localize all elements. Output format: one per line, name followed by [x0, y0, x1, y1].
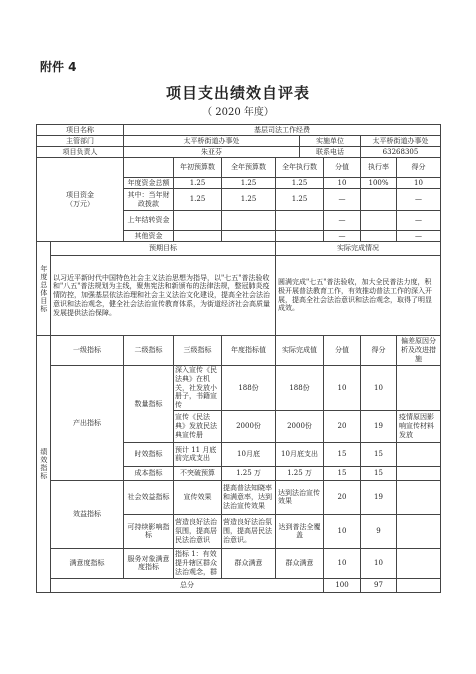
- indicator-got: 15: [361, 466, 397, 480]
- funds-cell: [276, 231, 324, 242]
- indicator-got: 10: [361, 548, 397, 578]
- funds-header: 全年执行数: [276, 158, 324, 178]
- funds-cell: 1.25: [276, 178, 324, 189]
- sustain-indicator-label: 可持续影响指标: [124, 514, 174, 548]
- indicator-target: 群众满意: [222, 548, 276, 578]
- owner-label: 项目负责人: [37, 147, 124, 158]
- satisfaction-indicator-label: 满意度指标: [51, 548, 124, 578]
- indicator-target: 营造良好法治氛围，提高居民法治意识。: [222, 514, 276, 548]
- indicator-target: 提高普法知晓率和满意率，达到法治宣传效果: [222, 480, 276, 514]
- funds-cell: 10: [324, 178, 361, 189]
- funds-row-label: 其中：当年财政拨款: [124, 189, 174, 211]
- indicator-got: 10: [361, 366, 397, 411]
- indicator-actual: 达到普法全覆盖: [276, 514, 324, 548]
- indicator-note: [397, 466, 441, 480]
- funds-cell: [222, 211, 276, 231]
- funds-header: 分值: [324, 158, 361, 178]
- funds-cell: 100%: [361, 178, 397, 189]
- performance-indicator-label: 绩效指标: [37, 336, 51, 593]
- indicator-actual: 10月底支出: [276, 442, 324, 466]
- indicator-score: 15: [324, 466, 361, 480]
- funds-cell: [174, 211, 222, 231]
- cost-indicator-label: 成本指标: [124, 466, 174, 480]
- indicator-score: 20: [324, 410, 361, 442]
- indicator-score: 10: [324, 548, 361, 578]
- quantity-indicator-label: 数量指标: [124, 366, 174, 443]
- indicator-got: 15: [361, 442, 397, 466]
- funds-cell: —: [324, 231, 361, 242]
- funds-cell: —: [397, 211, 441, 231]
- funds-row-label: 其他资金: [124, 231, 174, 242]
- ind-header: 分值: [324, 336, 361, 366]
- indicator-target: 10月底: [222, 442, 276, 466]
- funds-row-label: 上年结转资金: [124, 211, 174, 231]
- indicator-got: 9: [361, 514, 397, 548]
- funds-cell: —: [324, 211, 361, 231]
- funds-cell: —: [324, 189, 361, 211]
- annual-goal-label: 年度总体目标: [37, 242, 51, 336]
- indicator-actual: 群众满意: [276, 548, 324, 578]
- impl-unit-label: 实施单位: [300, 136, 361, 147]
- indicator-note: [397, 514, 441, 548]
- total-note: [397, 578, 441, 592]
- funds-header: 得分: [397, 158, 441, 178]
- project-name-label: 项目名称: [37, 125, 124, 136]
- funds-label: 项目资金 （万元）: [37, 158, 124, 242]
- indicator-name: 宣传《民法典》发放民法典宣传册: [174, 410, 222, 442]
- indicator-note: 疫情原因影响宣传材料发放: [397, 410, 441, 442]
- total-got: 97: [361, 578, 397, 592]
- attachment-label: 附件 4: [40, 60, 77, 74]
- indicator-actual: 188份: [276, 366, 324, 411]
- funds-header-blank: [124, 158, 174, 178]
- expected-goal-label: 预期目标: [51, 242, 276, 256]
- indicator-actual: 达到法治宣传效果: [276, 480, 324, 514]
- indicator-actual: 2000份: [276, 410, 324, 442]
- year-label: （ 2020 年度）: [202, 107, 274, 118]
- indicator-score: 15: [324, 442, 361, 466]
- funds-cell: [222, 231, 276, 242]
- indicator-score: 10: [324, 514, 361, 548]
- output-indicator-label: 产出指标: [51, 366, 124, 481]
- actual-result-text: 圆满完成"七五"普法验收，加大全民普法力度，积极开展普法教育工作，有效推动普法工作的深入开展，提高全社会法治意识和法治观念，取得了明显成效。: [276, 256, 441, 336]
- indicator-got: 19: [361, 480, 397, 514]
- phone-label: 联系电话: [300, 147, 361, 158]
- indicator-got: 19: [361, 410, 397, 442]
- ind-header: 偏差原因分析及改进措施: [397, 336, 441, 366]
- actual-result-label: 实际完成情况: [276, 242, 441, 256]
- funds-header: 年初预算数: [174, 158, 222, 178]
- indicator-score: 20: [324, 480, 361, 514]
- satisfaction-sub-label: 服务对象满意度指标: [124, 548, 174, 578]
- social-indicator-label: 社会效益指标: [124, 480, 174, 514]
- expected-goal-text: 以习近平新时代中国特色社会主义法治思想为指导，以"七五"普法验收和"八五"普法规划为主线，聚焦宪法和新颁布的法律法规，整冠肺炎疫情防控，加强基层依法治理和社会主义法治文化建设，提高全社会法治意识和法治观念，健全社会法治宣传教育体系，为街道经济社会高质量发展提供法治保障。: [51, 256, 276, 336]
- funds-cell: 1.25: [174, 189, 222, 211]
- indicator-name: 宣传效果: [174, 480, 222, 514]
- indicator-score: 10: [324, 366, 361, 411]
- ind-header: 二级指标: [124, 336, 174, 366]
- indicator-name: 不突破预算: [174, 466, 222, 480]
- owner-value: 朱亚芬: [124, 147, 300, 158]
- funds-cell: [361, 211, 397, 231]
- indicator-actual: 1.25 万: [276, 466, 324, 480]
- ind-header: 三级指标: [174, 336, 222, 366]
- indicator-note: [397, 442, 441, 466]
- funds-cell: 1.25: [174, 178, 222, 189]
- funds-cell: 1.25: [276, 189, 324, 211]
- dept-label: 主管部门: [37, 136, 124, 147]
- indicator-note: [397, 366, 441, 411]
- dept-value: 太平桥街道办事处: [124, 136, 300, 147]
- ind-header: 一级指标: [51, 336, 124, 366]
- indicator-target: 2000份: [222, 410, 276, 442]
- indicator-target: 1.25 万: [222, 466, 276, 480]
- project-name: 基层司法工作经费: [124, 125, 441, 136]
- ind-header: 年度指标值: [222, 336, 276, 366]
- funds-cell: 10: [397, 178, 441, 189]
- funds-cell: 1.25: [222, 178, 276, 189]
- indicator-note: [397, 480, 441, 514]
- indicator-name: 预计 11 月底前完成支出: [174, 442, 222, 466]
- indicator-note: [397, 548, 441, 578]
- time-indicator-label: 时效指标: [124, 442, 174, 466]
- indicator-name: 指标 1：有效提升辖区群众法治观念，群: [174, 548, 222, 578]
- indicator-name: 营造良好法治氛围，提高居民法治意识: [174, 514, 222, 548]
- funds-cell: —: [397, 189, 441, 211]
- total-score: 100: [324, 578, 361, 592]
- funds-header: 执行率: [361, 158, 397, 178]
- phone-value: 63268305: [361, 147, 441, 158]
- evaluation-table: [36, 124, 441, 593]
- funds-cell: [361, 231, 397, 242]
- ind-header: 实际完成值: [276, 336, 324, 366]
- funds-row-label: 年度资金总额: [124, 178, 174, 189]
- funds-header: 全年预算数: [222, 158, 276, 178]
- indicator-name: 深入宣传《民法典》在机关，社发放小册子，书籍宣传: [174, 366, 222, 411]
- funds-cell: [174, 231, 222, 242]
- funds-cell: [361, 189, 397, 211]
- funds-cell: —: [397, 231, 441, 242]
- effect-indicator-label: 效益指标: [51, 480, 124, 548]
- page-title: 项目支出绩效自评表: [165, 84, 310, 102]
- funds-cell: 1.25: [222, 189, 276, 211]
- ind-header: 得分: [361, 336, 397, 366]
- funds-cell: [276, 211, 324, 231]
- impl-unit-value: 太平桥街道办事处: [361, 136, 441, 147]
- indicator-target: 188份: [222, 366, 276, 411]
- total-label: 总分: [51, 578, 324, 592]
